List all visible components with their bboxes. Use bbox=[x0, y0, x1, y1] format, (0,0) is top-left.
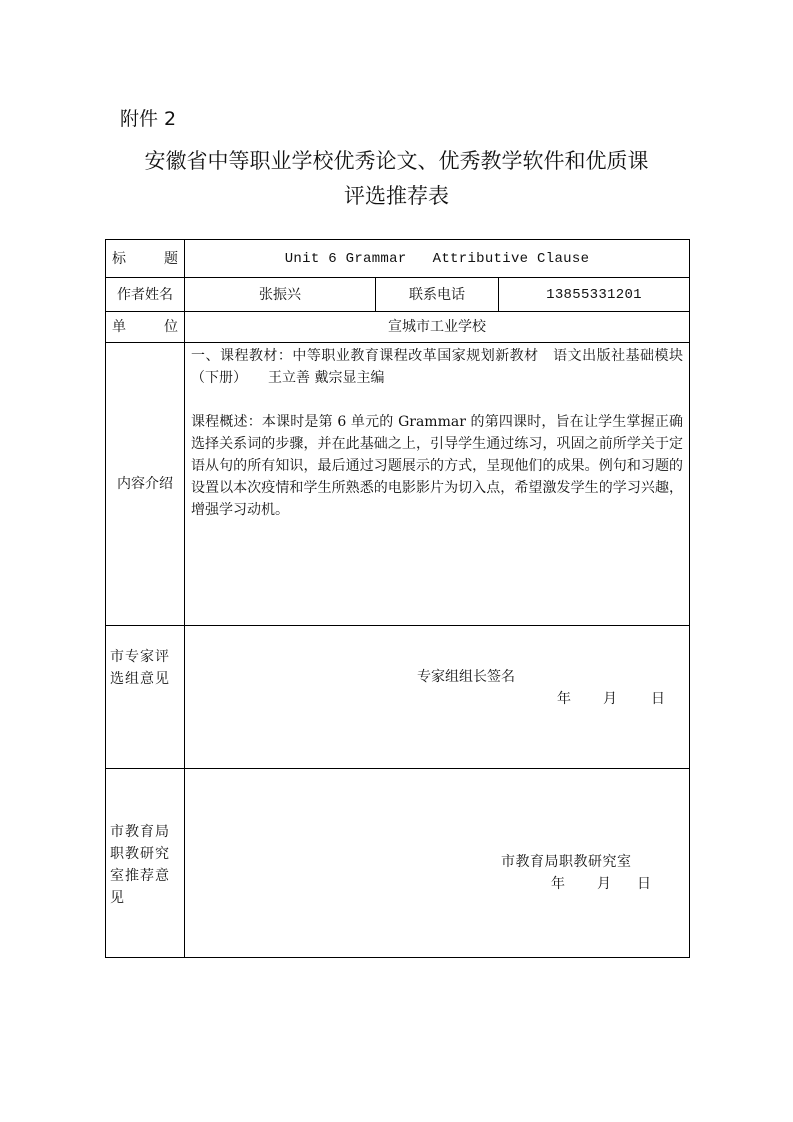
expert-row bbox=[106, 626, 690, 769]
title-label: 标题 bbox=[106, 240, 185, 278]
document-title-line-2: 评选推荐表 bbox=[344, 184, 449, 208]
expert-opinion-field[interactable] bbox=[185, 626, 690, 769]
bureau-opinion-field[interactable] bbox=[185, 769, 690, 958]
author-label: 作者姓名 bbox=[106, 278, 185, 312]
unit-row bbox=[106, 312, 690, 343]
bureau-date bbox=[551, 873, 651, 895]
title-row bbox=[106, 240, 690, 278]
author-value[interactable]: 张振兴 bbox=[185, 278, 376, 312]
month-label: 月 bbox=[603, 691, 617, 707]
content-paragraph-overview: 课程概述：本课时是第 6 单元的 Grammar 的第四课时，旨在让学生掌握正确选择关系词的步骤，并在此基础之上，引导学生通过练习，巩固之前所学关于定语从句的所有知识，最后通过习题展示的方式，呈现他们的成果。例句和习题的设置以本次疫情和学生所熟悉的电影影片为切入点，希望激发学生的学习兴趣，增强学习动机。 bbox=[191, 414, 684, 518]
content-description[interactable] bbox=[185, 343, 690, 626]
content-paragraph-textbook: 一、课程教材：中等职业教育课程改革国家规划新教材 语文出版社基础模块（下册） 王立善 戴宗显主编 bbox=[191, 348, 684, 386]
author-row bbox=[106, 278, 690, 312]
content-label: 内容介绍 bbox=[106, 343, 185, 626]
month-label: 月 bbox=[597, 876, 611, 892]
expert-signature-label: 专家组组长签名 bbox=[417, 669, 515, 685]
year-label: 年 bbox=[551, 876, 565, 892]
document-title-line-1: 安徽省中等职业学校优秀论文、优秀教学软件和优质课 bbox=[144, 149, 649, 173]
content-row bbox=[106, 343, 690, 626]
phone-value[interactable]: 13855331201 bbox=[499, 278, 690, 312]
bureau-signature-label: 市教育局职教研究室 bbox=[501, 854, 632, 870]
attachment-number: 附件 2 bbox=[120, 108, 177, 130]
expert-date bbox=[557, 688, 665, 710]
year-label: 年 bbox=[557, 691, 571, 707]
day-label: 日 bbox=[651, 691, 665, 707]
phone-label: 联系电话 bbox=[376, 278, 499, 312]
unit-value[interactable]: 宣城市工业学校 bbox=[185, 312, 690, 343]
title-value[interactable]: Unit 6 Grammar Attributive Clause bbox=[185, 240, 690, 278]
bureau-opinion-label: 市教育局职教研究室推荐意见 bbox=[106, 769, 185, 958]
day-label: 日 bbox=[637, 876, 651, 892]
recommendation-form-table bbox=[105, 239, 690, 958]
bureau-row bbox=[106, 769, 690, 958]
unit-label: 单位 bbox=[106, 312, 185, 343]
expert-opinion-label: 市专家评选组意见 bbox=[106, 626, 185, 769]
